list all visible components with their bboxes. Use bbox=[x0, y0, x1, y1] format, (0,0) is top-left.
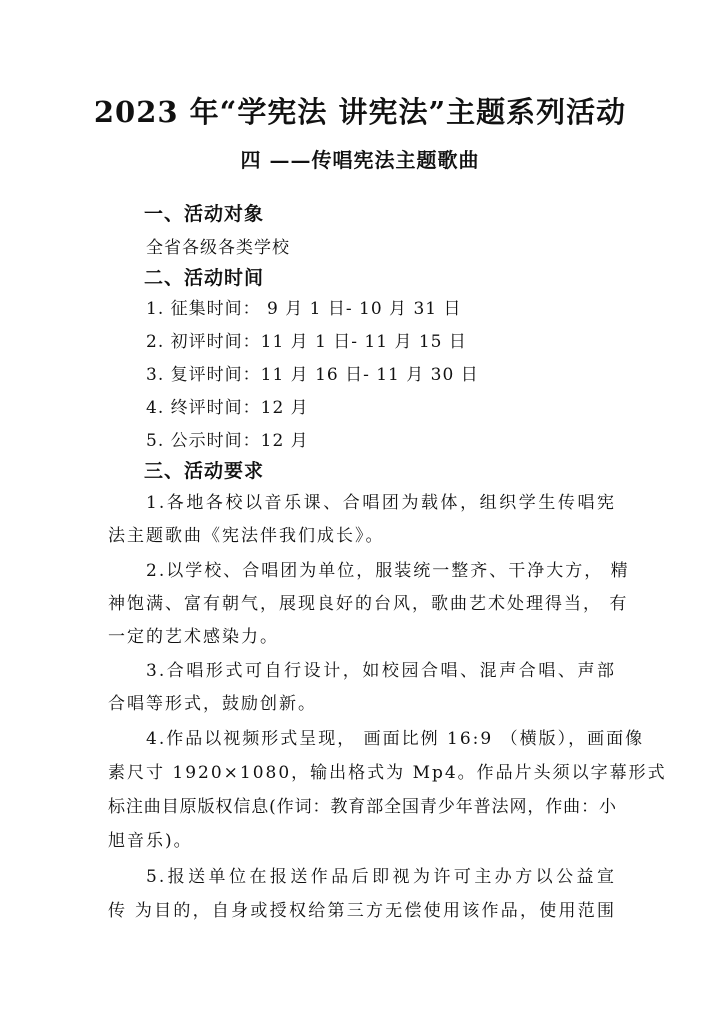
target-audience-text: 全省各级各类学校 bbox=[146, 238, 290, 258]
paragraph-line: 旭音乐)。 bbox=[108, 831, 193, 851]
paragraph-line: 素尺寸 1920×1080，输出格式为 Mp4。作品片头须以字幕形式 bbox=[108, 763, 667, 783]
paragraph-line: 传 为目的，自身或授权给第三方无偿使用该作品，使用范围 bbox=[108, 901, 616, 921]
paragraph-line: 一定的艺术感染力。 bbox=[108, 627, 279, 647]
schedule-item: 1. 征集时间： 9 月 1 日- 10 月 31 日 bbox=[146, 299, 462, 319]
paragraph-line: 神饱满、富有朝气，展现良好的台风，歌曲艺术处理得当， 有 bbox=[108, 594, 629, 614]
document-title: 2023 年“学宪法 讲宪法”主题系列活动 bbox=[93, 95, 627, 129]
section-heading-target: 一、活动对象 bbox=[144, 203, 265, 225]
paragraph-line: 5.报送单位在报送作品后即视为许可主办方以公益宣 bbox=[146, 867, 616, 887]
schedule-item: 2. 初评时间：11 月 1 日- 11 月 15 日 bbox=[146, 332, 467, 352]
section-heading-time: 二、活动时间 bbox=[144, 267, 265, 289]
document-subtitle: 四 ——传唱宪法主题歌曲 bbox=[240, 148, 480, 172]
schedule-item: 5. 公示时间：12 月 bbox=[146, 431, 309, 451]
paragraph-line: 3.合唱形式可自行设计，如校园合唱、混声合唱、声部 bbox=[146, 661, 616, 681]
paragraph-line: 标注曲目原版权信息(作词：教育部全国青少年普法网，作曲：小 bbox=[108, 797, 616, 817]
schedule-item: 4. 终评时间：12 月 bbox=[146, 398, 309, 418]
paragraph-line: 合唱等形式，鼓励创新。 bbox=[108, 694, 317, 714]
schedule-item: 3. 复评时间：11 月 16 日- 11 月 30 日 bbox=[146, 365, 479, 385]
section-heading-requirements: 三、活动要求 bbox=[144, 460, 265, 482]
paragraph-line: 2.以学校、合唱团为单位，服装统一整齐、干净大方， 精 bbox=[146, 561, 630, 581]
paragraph-line: 法主题歌曲《宪法伴我们成长》。 bbox=[108, 526, 385, 546]
paragraph-line: 4.作品以视频形式呈现， 画面比例 16:9 （横版），画面像 bbox=[146, 729, 645, 749]
paragraph-line: 1.各地各校以音乐课、合唱团为载体，组织学生传唱宪 bbox=[146, 493, 616, 513]
